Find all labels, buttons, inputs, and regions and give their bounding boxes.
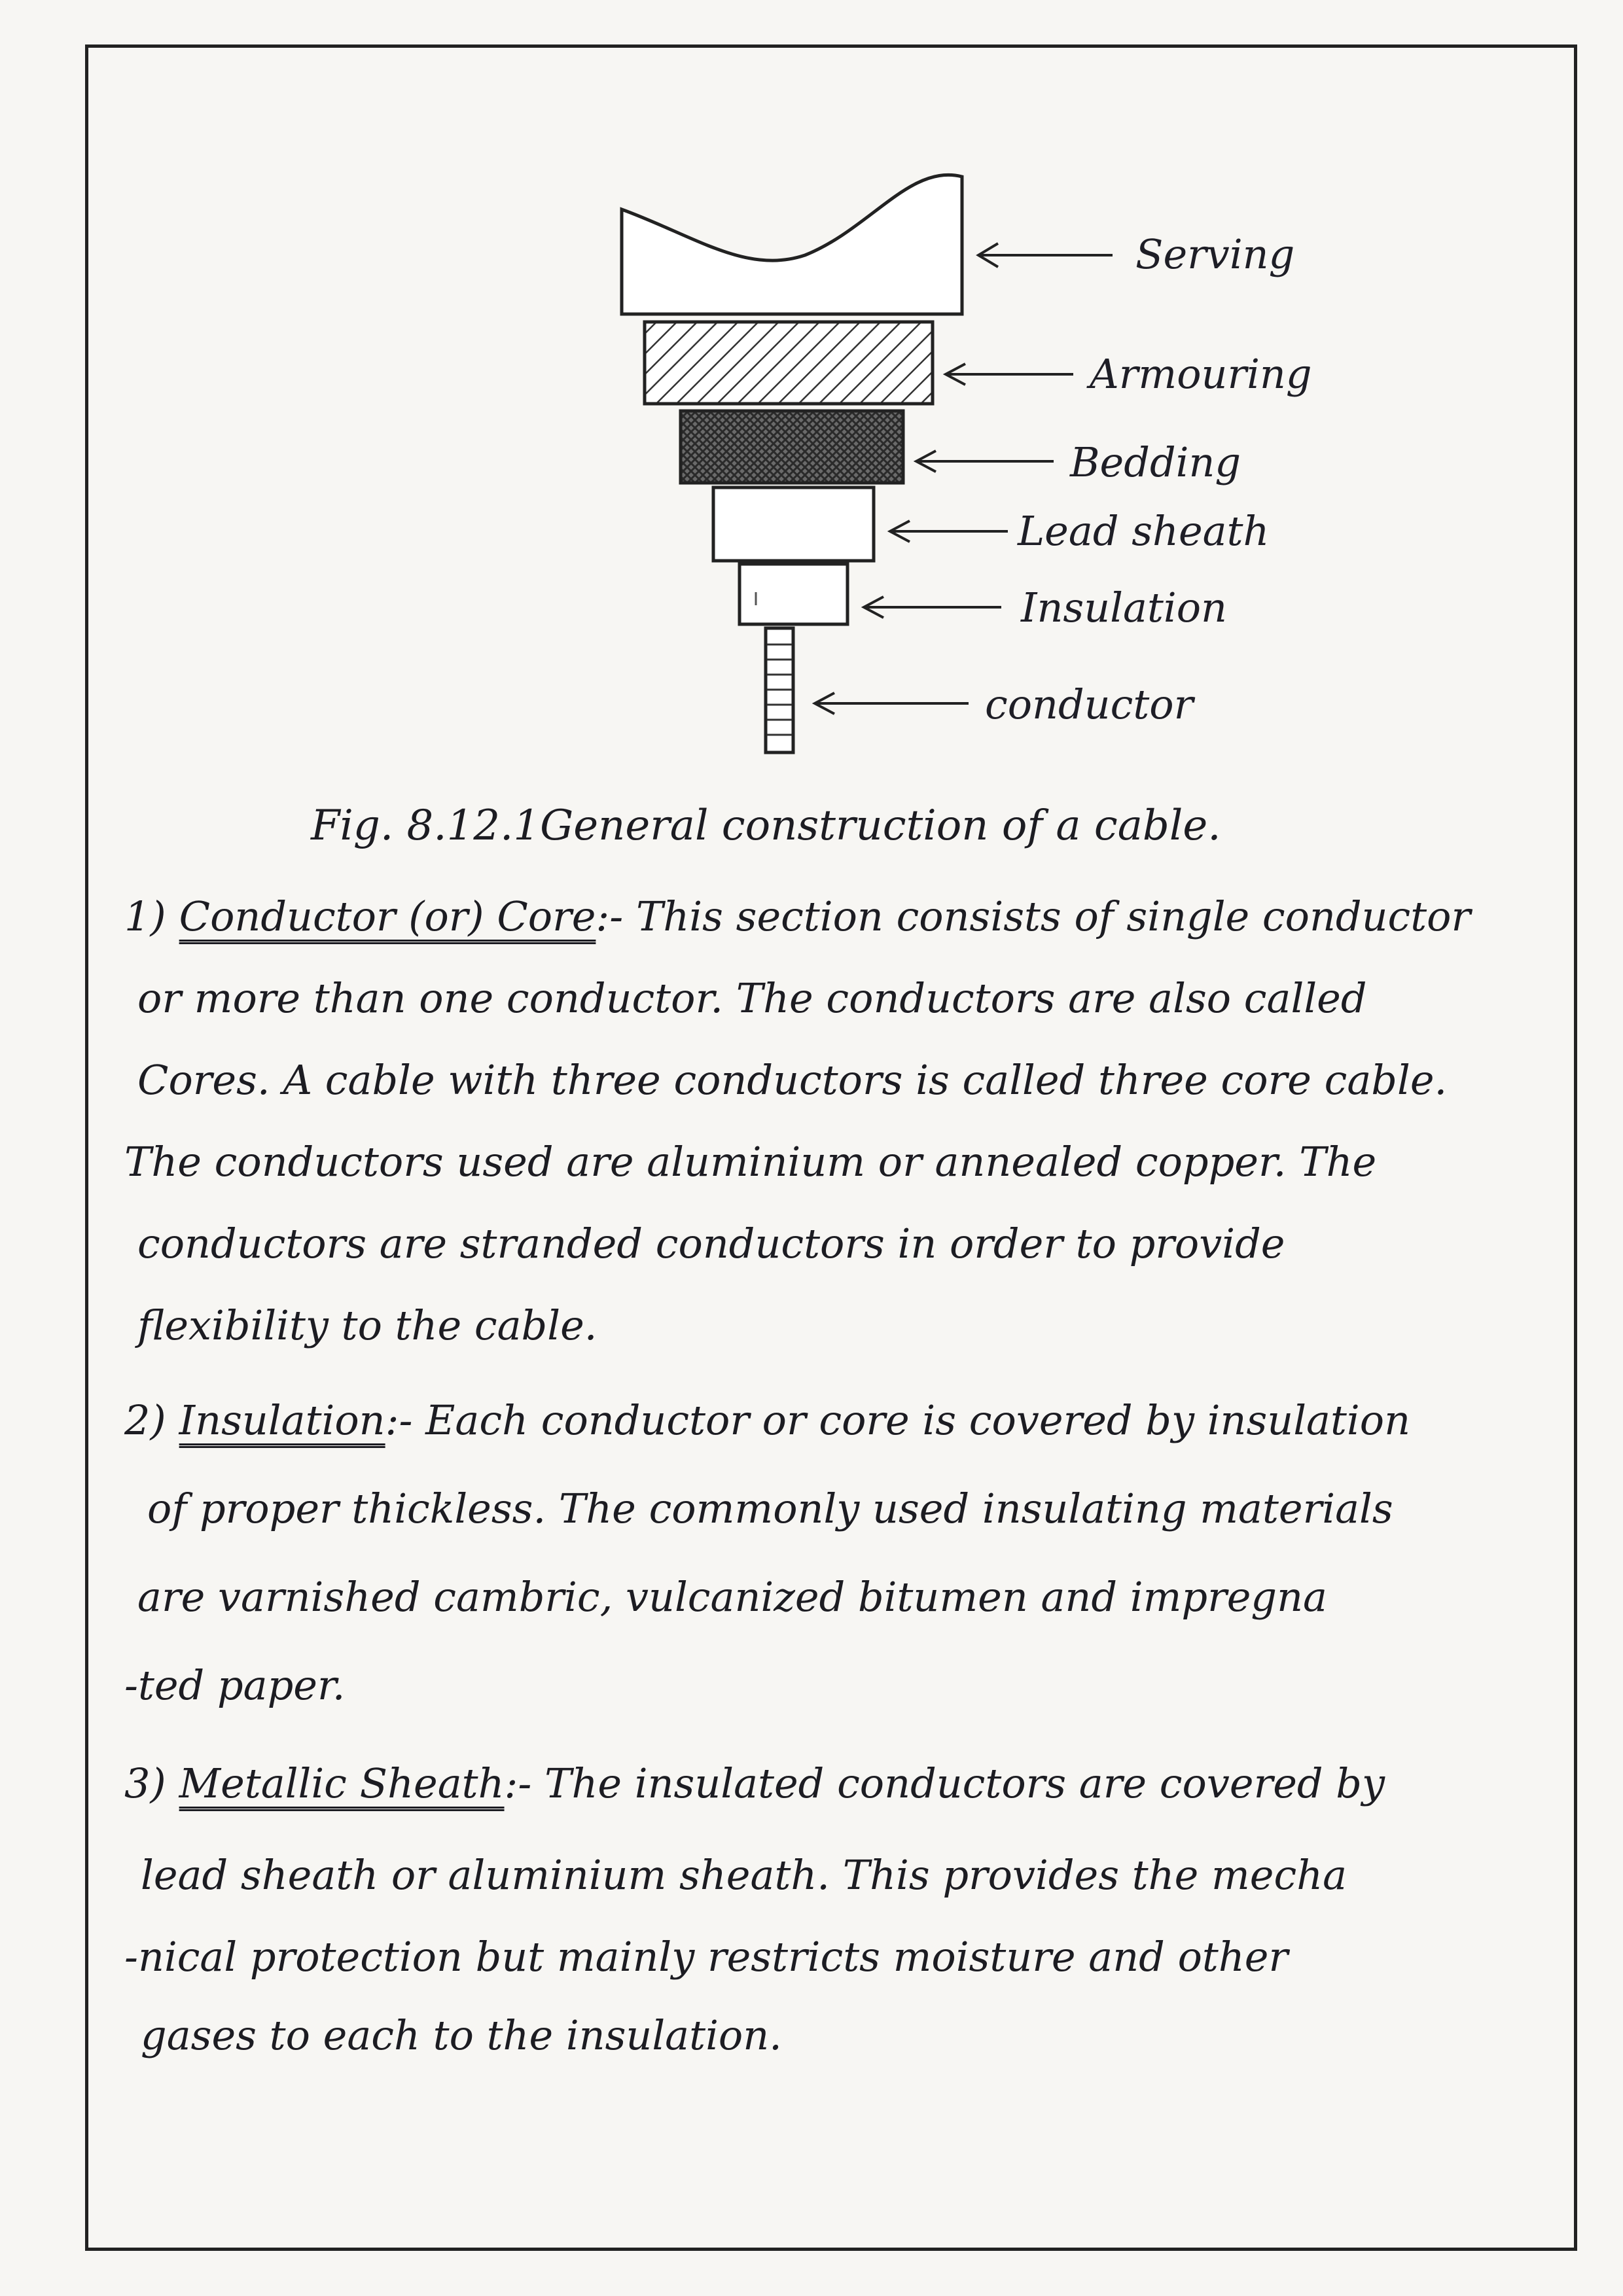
section-2-number: 2) (124, 1396, 166, 1444)
section-1-separator: :- (596, 892, 624, 940)
section-3-number: 3) (124, 1759, 166, 1807)
cable-diagram (0, 0, 1623, 824)
section-1-line-1 (124, 892, 1471, 940)
section-3-line-1 (124, 1759, 1385, 1807)
section-3-text: The insulated conductors are covered by (544, 1759, 1385, 1807)
section-1-line-5: conductors are stranded conductors in order to provide (137, 1220, 1285, 1267)
label-insulation: Insulation (1021, 584, 1227, 631)
section-1-text: This section consists of single conductor (635, 892, 1471, 940)
bedding-layer (681, 411, 903, 483)
section-3-separator: :- (504, 1759, 532, 1807)
section-1-line-4: The conductors used are aluminium or annealed copper. The (124, 1138, 1377, 1186)
label-lead-sheath: Lead sheath (1018, 507, 1270, 555)
section-1-line-2: or more than one conductor. The conductors are also called (137, 974, 1367, 1022)
label-bedding: Bedding (1070, 438, 1241, 486)
figure-caption: Fig. 8.12.1General construction of a cable. (311, 802, 1221, 850)
section-2-separator: :- (385, 1396, 413, 1444)
section-2-line-1 (124, 1396, 1411, 1444)
section-3-line-2: lead sheath or aluminium sheath. This provides the mecha (141, 1851, 1347, 1899)
label-armouring: Armouring (1090, 350, 1312, 398)
armouring-layer (645, 322, 933, 404)
section-2-line-4: -ted paper. (124, 1661, 346, 1709)
section-3-heading: Metallic Sheath (179, 1759, 505, 1807)
section-1-line-6: flexibility to the cable. (137, 1301, 597, 1349)
serving-layer (622, 175, 962, 314)
lead-sheath-layer (713, 487, 874, 561)
section-1-line-3: Cores. A cable with three conductors is called three core cable. (137, 1056, 1448, 1104)
label-conductor: conductor (985, 680, 1194, 728)
section-2-line-2: of proper thickless. The commonly used insulating materials (147, 1485, 1393, 1532)
section-3-line-4: gases to each to the insulation. (141, 2011, 782, 2059)
section-1-heading: Conductor (or) Core (179, 892, 596, 940)
label-serving: Serving (1135, 230, 1295, 278)
section-1-number: 1) (124, 892, 166, 940)
section-2-text: Each conductor or core is covered by insulation (425, 1396, 1411, 1444)
section-3-line-3: -nical protection but mainly restricts moisture and other (124, 1933, 1289, 1981)
section-2-heading: Insulation (179, 1396, 385, 1444)
section-2-line-3: are varnished cambric, vulcanized bitumen and impregna (137, 1573, 1327, 1621)
